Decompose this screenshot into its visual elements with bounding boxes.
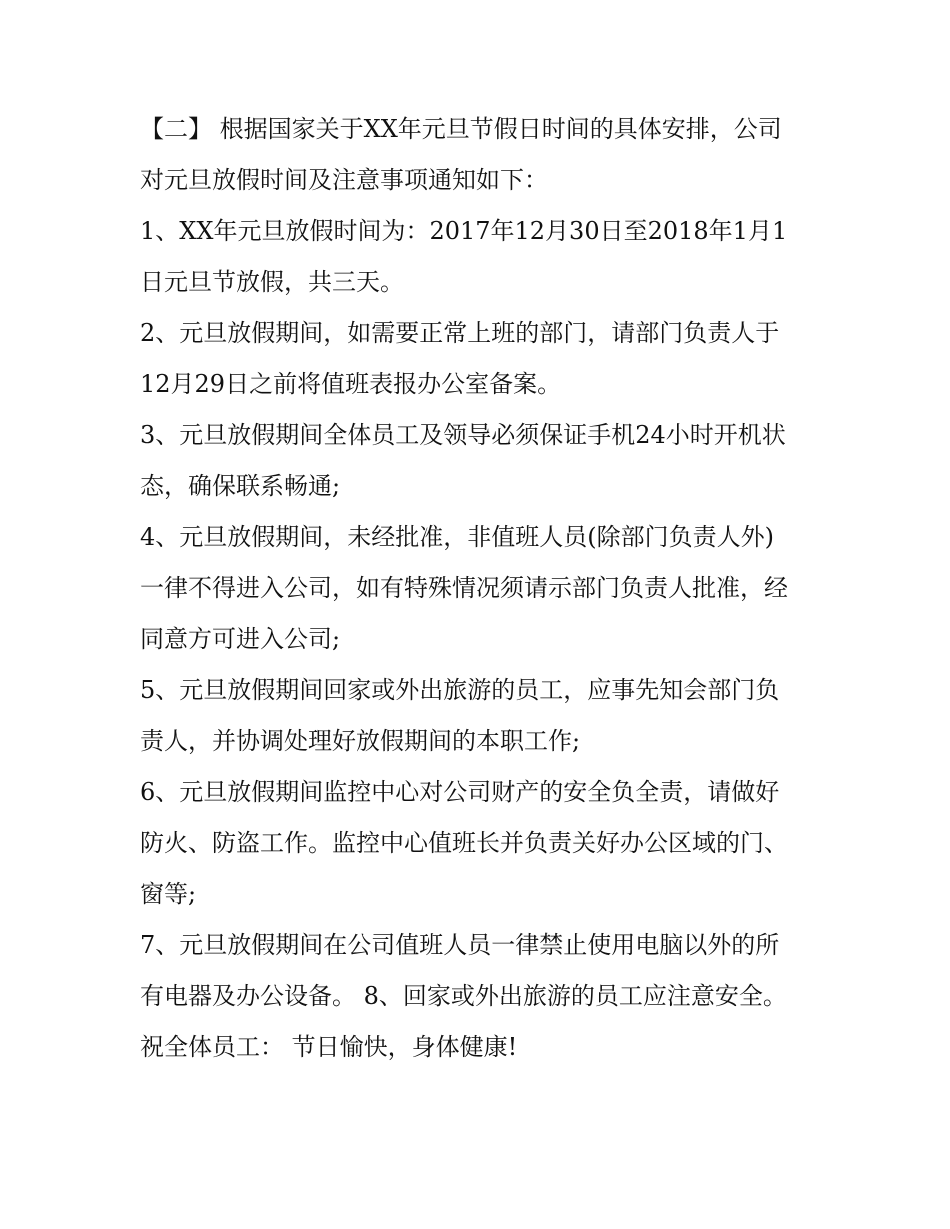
notice-body [140, 104, 820, 1073]
text-line-1: 【二】 根据国家关于XX年元旦节假日时间的具体安排，公司 [140, 115, 782, 143]
text-line-5: 2、元旦放假期间，如需要正常上班的部门，请部门负责人于 [140, 319, 780, 347]
text-line-9: 4、元旦放假期间，未经批准，非值班人员(除部门负责人外) [140, 523, 774, 551]
text-line-15: 防火、防盗工作。监控中心值班长并负责关好办公区域的门、 [140, 829, 788, 857]
text-line-7: 3、元旦放假期间全体员工及领导必须保证手机24小时开机状 [140, 421, 786, 449]
text-line-6: 12月29日之前将值班表报办公室备案。 [140, 370, 562, 398]
text-line-14: 6、元旦放假期间监控中心对公司财产的安全负全责，请做好 [140, 778, 780, 806]
text-line-10: 一律不得进入公司，如有特殊情况须请示部门负责人批准，经 [140, 574, 788, 602]
text-line-4: 日元旦节放假，共三天。 [140, 268, 404, 296]
text-line-12: 5、元旦放假期间回家或外出旅游的员工，应事先知会部门负 [140, 676, 780, 704]
text-line-18: 有电器及办公设备。 8、回家或外出旅游的员工应注意安全。 [140, 982, 787, 1010]
text-line-17: 7、元旦放假期间在公司值班人员一律禁止使用电脑以外的所 [140, 931, 780, 959]
text-line-3: 1、XX年元旦放假时间为：2017年12月30日至2018年1月1 [140, 217, 788, 245]
text-line-16: 窗等; [140, 880, 197, 908]
text-line-13: 责人，并协调处理好放假期间的本职工作; [140, 727, 581, 755]
text-line-8: 态，确保联系畅通; [140, 472, 341, 500]
text-line-2: 对元旦放假时间及注意事项通知如下： [140, 166, 548, 194]
text-line-19: 祝全体员工： 节日愉快，身体健康! [140, 1033, 518, 1061]
text-line-11: 同意方可进入公司; [140, 625, 341, 653]
